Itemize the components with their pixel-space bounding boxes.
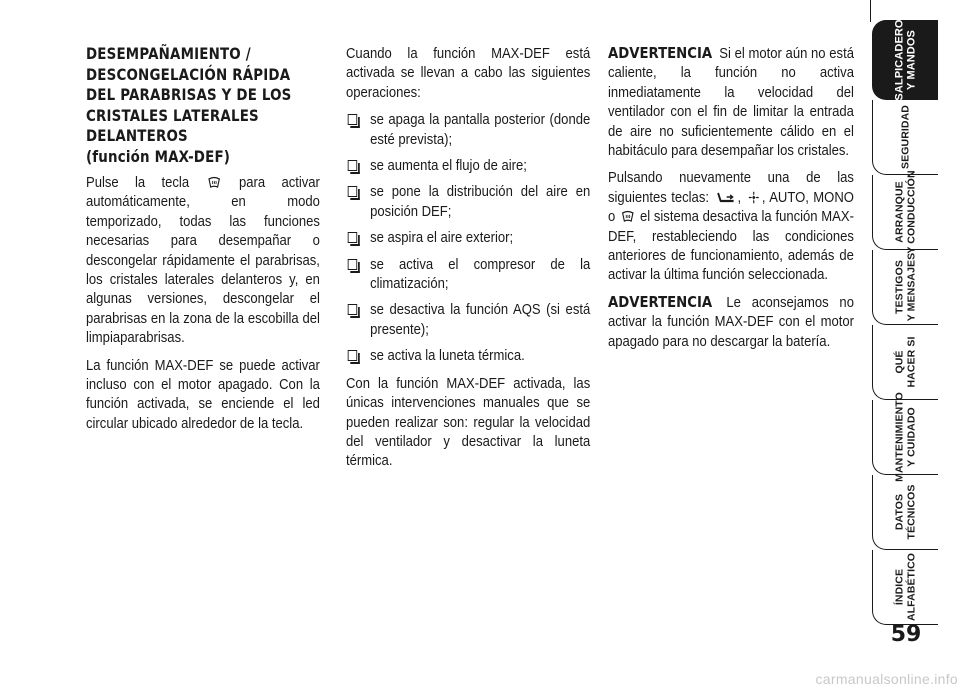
warning-text: Le aconsejamos no activar la función MAX-DEF con el motor apagado para no descargar la batería. bbox=[608, 293, 854, 350]
paragraph-manual-interventions: Con la función MAX-DEF activada, las únicas intervenciones manuales que se pueden realizar son: regular la velocidad del ventilador y desactivar la luneta térmica. bbox=[346, 374, 591, 470]
heading-line: (función MAX-DEF) bbox=[86, 147, 231, 166]
windshield-max-def-icon bbox=[208, 176, 220, 189]
list-item: se activa la luneta térmica. bbox=[346, 346, 590, 365]
column-left bbox=[86, 44, 320, 441]
operations-list bbox=[346, 110, 590, 365]
checkbox-bullet-icon bbox=[348, 186, 357, 197]
checkbox-bullet-icon bbox=[348, 304, 357, 315]
chapter-tab-bar bbox=[870, 0, 960, 692]
warning-engine-cold bbox=[608, 44, 854, 160]
paragraph-maxdef-intro bbox=[86, 173, 320, 348]
tab-arranque-y-conduccion[interactable] bbox=[872, 170, 938, 254]
checkbox-bullet-icon bbox=[348, 350, 357, 361]
paragraph-operations-intro: Cuando la función MAX-DEF está activada se llevan a cabo las siguientes operaciones: bbox=[346, 45, 591, 101]
tab-label: ARRANQUE Y CONDUCCIÓN bbox=[893, 170, 917, 254]
checkbox-bullet-icon bbox=[348, 232, 357, 243]
tab-testigos-y-mensajes[interactable] bbox=[872, 250, 938, 325]
list-item: se desactiva la función AQS (si está presente); bbox=[346, 300, 590, 339]
checkbox-bullet-icon bbox=[348, 160, 357, 171]
tab-mantenimiento-y-cuidado[interactable] bbox=[872, 392, 938, 482]
warning-text: Si el motor aún no está caliente, la función no activa inmediatamente la velocidad del ventilador con el fin de limitar la entrada de aire no suficientemente cálido en el habitáculo para desempañar los cristales. bbox=[608, 45, 854, 160]
list-item: se aumenta el flujo de aire; bbox=[346, 156, 590, 175]
heading-line: DESCONGELACIÓN RÁPIDA bbox=[86, 65, 291, 84]
tab-rail bbox=[870, 0, 873, 22]
tab-label: SEGURIDAD bbox=[898, 105, 911, 169]
column-right bbox=[608, 44, 854, 359]
checkbox-bullet-icon bbox=[348, 114, 357, 125]
tab-que-hacer-si[interactable] bbox=[872, 325, 938, 400]
heading-line: DEL PARABRISAS Y DE LOS bbox=[86, 86, 292, 104]
tab-label: ÍNDICE ALFABÉTICO bbox=[893, 552, 917, 622]
section-heading bbox=[86, 44, 320, 167]
watermark: carmanualsonline.info bbox=[815, 671, 958, 687]
warning-battery bbox=[608, 293, 854, 351]
tab-label: QUÉ HACER SI bbox=[893, 336, 917, 388]
tab-label: DATOS TÉCNICOS bbox=[893, 484, 917, 540]
warning-label: ADVERTENCIA bbox=[608, 292, 713, 311]
tab-label: SALPICADERO Y MANDOS bbox=[893, 18, 917, 101]
tab-label: MANTENIMIENTO Y CUIDADO bbox=[893, 392, 917, 482]
tab-seguridad[interactable] bbox=[872, 100, 938, 175]
list-item: se pone la distribución del aire en posición DEF; bbox=[346, 182, 590, 221]
fan-icon bbox=[748, 191, 759, 204]
page-number: 59 bbox=[890, 622, 922, 647]
column-middle bbox=[346, 44, 590, 479]
list-item: se apaga la pantalla posterior (donde esté prevista); bbox=[346, 110, 590, 149]
text: para activar automáticamente, en modo temporizado, todas las funciones necesarias para desempañar o descongelar rápidamente el parabrisas, los cristales laterales delanteros y, en algunas versiones, descongelar el parabrisas en la zona de la escobilla del limpiaparabrisas. bbox=[86, 174, 320, 347]
windshield-max-def-icon bbox=[622, 210, 634, 223]
heading-line: DESEMPAÑAMIENTO / bbox=[86, 45, 251, 63]
paragraph-engine-off: La función MAX-DEF se puede activar incluso con el motor apagado. Con la función activada, se enciende el led circular ubicado alrededor de la tecla. bbox=[86, 356, 320, 432]
list-item: se aspira el aire exterior; bbox=[346, 228, 590, 247]
tab-label: TESTIGOS Y MENSAJES bbox=[893, 252, 917, 322]
seat-airflow-icon bbox=[716, 192, 735, 204]
heading-line: DELANTEROS bbox=[86, 127, 188, 145]
checkbox-bullet-icon bbox=[348, 259, 357, 270]
tab-salpicadero-y-mandos[interactable] bbox=[872, 20, 938, 100]
text: Pulse la tecla bbox=[86, 174, 190, 191]
tab-datos-tecnicos[interactable] bbox=[872, 475, 938, 550]
chapter-tabs bbox=[870, 18, 960, 625]
tab-indice-alfabetico[interactable] bbox=[872, 550, 938, 625]
list-item: se activa el compresor de la climatización; bbox=[346, 255, 590, 294]
warning-label: ADVERTENCIA bbox=[608, 44, 713, 62]
heading-line: CRISTALES LATERALES bbox=[86, 106, 259, 125]
paragraph-deactivate: Pulsando nuevamente una de las siguientes teclas: , , AUTO, MONO o el sistema desactiva la función MAX-DEF, restableciendo las condiciones anteriores de funcionamiento, además de activar la última función seleccionada. bbox=[608, 169, 854, 284]
